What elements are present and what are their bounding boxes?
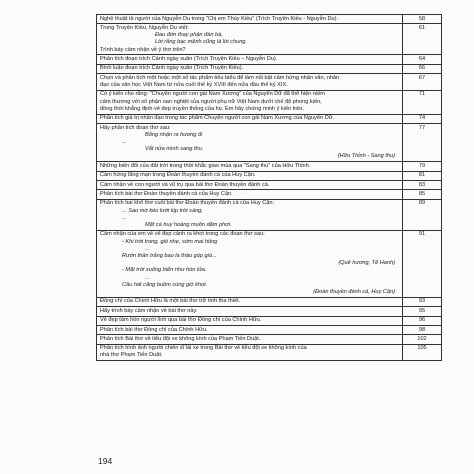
toc-entry-text: [97, 297, 403, 306]
toc-body: [97, 15, 442, 361]
toc-entry-line: Nghệ thuật tả người của Nguyễn Du trong "Chị em Thúy Kiều" (Trích Truyện Kiều - Nguyễn Du).: [100, 15, 339, 22]
toc-entry-line: Mặt cá huy hoàng muôn dặm phơi.: [145, 221, 232, 228]
toc-page-number: 74: [403, 114, 442, 123]
toc-row: [97, 162, 442, 171]
toc-row: [97, 55, 442, 64]
toc-entry-text: [97, 190, 403, 199]
toc-entry-line: ...: [122, 214, 127, 221]
toc-row: [97, 15, 442, 24]
toc-entry-line: Chọn và phân tích một hoặc một số tác phẩm tiêu biểu để làm nổi bật cảm hứng nhân văn, nhân: [100, 74, 340, 81]
toc-entry-text: [97, 24, 403, 55]
toc-entry-line: nhà thơ Phạm Tiến Duật.: [100, 352, 163, 359]
toc-entry-line: (Đoàn thuyền đánh cá, Huy Cận): [313, 288, 395, 295]
toc-entry-line: Câu hát căng buồm cùng gió khơi.: [122, 281, 208, 288]
toc-page-number: 89: [403, 199, 442, 230]
toc-entry-text: [97, 55, 403, 64]
toc-entry-text: [97, 114, 403, 123]
toc-entry-line: Bình luận đoạn trích Cảnh ngày xuân (Trích Truyện Kiều).: [100, 65, 244, 72]
toc-row: [97, 64, 442, 73]
toc-page-number: 79: [403, 162, 442, 171]
toc-entry-line: Bỗng nhận ra hương ổi: [145, 131, 203, 138]
toc-row: [97, 335, 442, 344]
toc-entry-text: [97, 74, 403, 91]
toc-row: [97, 74, 442, 91]
toc-entry-text: [97, 64, 403, 73]
toc-page-number: 67: [403, 74, 442, 91]
toc-entry-line: Rướn thân trắng bao la thâu góp gió...: [122, 252, 217, 259]
toc-entry-line: - Khi trời trong, gió nhẹ, sớm mai hồng: [122, 238, 218, 245]
toc-entry-text: [97, 325, 403, 334]
toc-entry-line: ...: [145, 245, 150, 252]
toc-page-number: 61: [403, 24, 442, 55]
toc-entry-line: Vẻ đẹp tâm hồn người lính qua bài thơ Đồng chí của Chính Hữu.: [100, 317, 262, 324]
toc-page-number: 71: [403, 90, 442, 114]
toc-entry-line: đạo của văn học Việt Nam từ nửa cuối thế kỷ XVIII đến nửa đầu thế kỷ XIX.: [100, 81, 288, 88]
toc-entry-line: Phân tích hai khổ thơ cuối bài thơ Đoàn thuyền đánh cá của Huy Cận:: [100, 200, 275, 207]
toc-entry-line: Phân tích Bài thơ về tiểu đội xe không kính của Phạm Tiến Duật.: [100, 335, 261, 342]
toc-row: [97, 171, 442, 180]
toc-row: [97, 199, 442, 230]
toc-entry-text: [97, 344, 403, 361]
page-number: 194: [98, 456, 113, 466]
toc-entry-line: ...: [145, 274, 150, 281]
toc-entry-line: Cảm hứng lãng mạn trong Đoàn thuyền đánh cá của Huy Cận.: [100, 172, 256, 179]
toc-entry-text: [97, 230, 403, 297]
toc-entry-text: [97, 307, 403, 316]
toc-entry-line: Phân tích giá trị nhân đạo trong tác phẩm Chuyện người con gái Nam Xương của Nguyễn Dữ.: [100, 115, 335, 122]
toc-row: [97, 190, 442, 199]
toc-page-number: 98: [403, 325, 442, 334]
toc-page-number: 81: [403, 171, 442, 180]
toc-entry-line: Cảm nhận của em về vẻ đẹp cảnh ra khơi trong các đoạn thơ sau:: [100, 231, 265, 238]
toc-entry-line: (Quê hương, Tế Hanh): [338, 260, 395, 267]
toc-page-number: 58: [403, 15, 442, 24]
toc-entry-line: Cảm nhận về con người và vũ trụ qua bài thơ Đoàn thuyền đánh cá.: [100, 181, 270, 188]
toc-row: [97, 90, 442, 114]
toc-row: [97, 230, 442, 297]
toc-page-number: 93: [403, 297, 442, 306]
toc-entry-line: ... Sao mờ kéo lưới kịp trời sáng,: [122, 207, 203, 214]
toc-entry-line: Hãy phân tích đoạn thơ sau:: [100, 124, 171, 131]
toc-entry-text: [97, 335, 403, 344]
toc-entry-line: Phân tích bài thơ Đồng chí của Chính Hữu.: [100, 326, 208, 333]
toc-row: [97, 297, 442, 306]
toc-row: [97, 316, 442, 325]
toc-page-number: 105: [403, 344, 442, 361]
toc-entry-line: Trong Truyện Kiều, Nguyễn Du viết:: [100, 24, 189, 31]
toc-page-number: 85: [403, 190, 442, 199]
toc-entry-line: Vắt nửa mình sang thu.: [145, 146, 204, 153]
toc-row: [97, 123, 442, 161]
table-of-contents: [96, 14, 442, 361]
toc-row: [97, 180, 442, 189]
toc-row: [97, 114, 442, 123]
toc-entry-line: cảm thương với số phận oan nghiệt của người phụ nữ Việt Nam dưới chế độ phong kiến,: [100, 98, 322, 105]
toc-page-number: 95: [403, 307, 442, 316]
toc-entry-line: Lời rằng bạc mệnh cũng là lời chung.: [155, 39, 247, 46]
toc-entry-line: đồng thời khẳng định vẻ đẹp truyền thống của họ. Em hãy chứng minh ý kiến trên.: [100, 105, 304, 112]
toc-page-number: 64: [403, 55, 442, 64]
toc-entry-line: Có ý kiến cho rằng: "Chuyện người con gái Nam Xương" của Nguyễn Dữ đã thể hiện niềm: [100, 91, 325, 98]
toc-entry-text: [97, 180, 403, 189]
toc-row: [97, 344, 442, 361]
toc-entry-text: [97, 90, 403, 114]
toc-row: [97, 24, 442, 55]
toc-entry-text: [97, 316, 403, 325]
toc-row: [97, 325, 442, 334]
toc-entry-line: Đau đớn thay phận đàn bà,: [155, 32, 223, 39]
toc-page-number: 102: [403, 335, 442, 344]
toc-entry-line: Hãy trình bày cảm nhận về bài thơ này.: [100, 307, 198, 314]
toc-entry-line: Phân tích hình ảnh người chiến sĩ lái xe trong Bài thơ về tiểu đội xe không kính của: [100, 345, 307, 352]
toc-row: [97, 307, 442, 316]
toc-entry-line: Phân tích đoạn trích Cảnh ngày xuân (Trích Truyện Kiều – Nguyễn Du).: [100, 55, 278, 62]
toc-page-number: 77: [403, 123, 442, 161]
toc-page-number: 96: [403, 316, 442, 325]
toc-page-number: 83: [403, 180, 442, 189]
toc-entry-line: - Mặt trời xuống biển như hòn lửa.: [122, 267, 207, 274]
toc-entry-text: [97, 199, 403, 230]
toc-entry-line: Những biến đổi của đất trời trong thời khắc giao mùa qua "Sang thu" của Hữu Thỉnh.: [100, 162, 311, 169]
toc-entry-line: ...: [122, 138, 127, 145]
toc-entry-line: Phân tích bài thơ Đoàn thuyền đánh cá của Huy Cận.: [100, 190, 233, 197]
toc-entry-text: [97, 123, 403, 161]
toc-entry-text: [97, 162, 403, 171]
toc-entry-line: Trình bày cảm nhận về ý thơ trên?: [100, 46, 186, 53]
toc-entry-line: (Hữu Thỉnh - Sang thu): [337, 153, 395, 160]
toc-page-number: 66: [403, 64, 442, 73]
toc-page-number: 91: [403, 230, 442, 297]
toc-entry-line: Đồng chí của Chính Hữu là một bài thơ trữ tình tha thiết.: [100, 298, 241, 305]
toc-entry-text: [97, 171, 403, 180]
toc-entry-text: [97, 15, 403, 24]
